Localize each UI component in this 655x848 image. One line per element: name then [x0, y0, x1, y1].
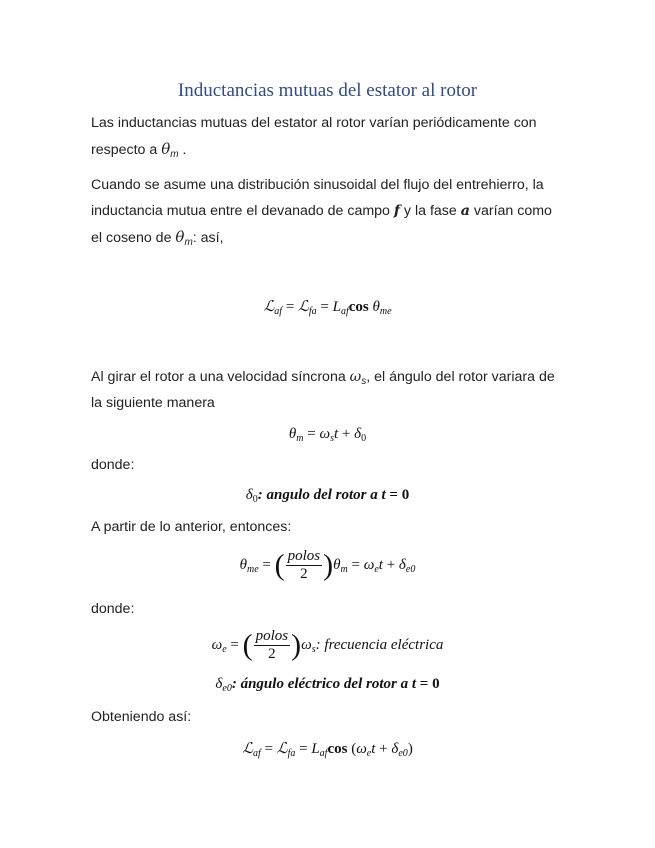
subscript: 0 [361, 433, 367, 444]
t-symbol: t [411, 676, 417, 692]
equation-delta-e0 [0, 676, 655, 693]
omega-symbol: ω [349, 369, 362, 385]
right-paren: ) [407, 741, 413, 757]
equals: = [299, 741, 308, 757]
text: , el ángulo del rotor variara de la siguiente manera [91, 369, 555, 411]
right-paren: ) [323, 548, 334, 582]
script-l-symbol: ℒ [242, 739, 253, 757]
subscript: e [222, 643, 227, 655]
subscript: e0 [398, 748, 408, 759]
theta-symbol: θ [333, 556, 341, 573]
a-symbol: a [460, 203, 470, 219]
theta-symbol: θ [175, 228, 185, 246]
delta-symbol: δ [245, 487, 253, 503]
equals: = [320, 299, 329, 315]
definition-text: : ángulo eléctrico del rotor a [231, 676, 412, 692]
paragraph-intro [91, 110, 566, 163]
subscript: e [366, 748, 372, 759]
value: 0 [432, 676, 440, 692]
fraction [254, 628, 291, 663]
equals: = [230, 636, 239, 653]
theta-symbol: θ [288, 426, 297, 442]
paragraph-donde-2: donde: [91, 601, 135, 617]
equation-final [0, 739, 655, 758]
denominator: 2 [268, 646, 276, 662]
numerator: polos [287, 548, 321, 564]
subscript: 0 [252, 494, 258, 505]
text: varían como el coseno de [91, 203, 552, 246]
omega-symbol: ω [211, 636, 223, 653]
script-l-symbol: ℒ [263, 297, 275, 315]
l-symbol: L [332, 299, 341, 315]
subscript: af [253, 748, 261, 759]
equals: = [264, 741, 273, 757]
t-symbol: t [371, 741, 376, 757]
paragraph-sinusoidal [91, 172, 566, 251]
fraction [286, 548, 323, 583]
theta-symbol: θ [239, 556, 247, 573]
left-paren: ( [351, 741, 357, 757]
l-symbol: L [311, 741, 320, 757]
numerator: polos [255, 628, 289, 644]
equals: = [389, 487, 398, 503]
equation-omega-e [0, 628, 655, 663]
equation-delta-0 [0, 487, 655, 504]
delta-symbol: δ [391, 741, 399, 757]
subscript: fa [287, 748, 296, 759]
left-paren: ( [274, 548, 285, 582]
text: . [178, 142, 187, 158]
subscript: e [374, 563, 379, 575]
equation-theta-m [0, 426, 655, 443]
equals: = [419, 676, 429, 692]
f-symbol: f [393, 203, 400, 219]
plus: + [386, 556, 396, 573]
paragraph-then: A partir de lo anterior, entonces: [91, 519, 292, 535]
equation-mutual-inductance [0, 297, 655, 316]
subscript: me [379, 306, 392, 317]
value: 0 [401, 487, 410, 503]
equals: = [285, 299, 295, 315]
t-symbol: t [378, 556, 383, 573]
subscript: m [340, 563, 348, 575]
subscript: af [340, 306, 349, 317]
paragraph-donde-1: donde: [91, 457, 135, 473]
theta-symbol: θ [372, 299, 380, 315]
subscript: e0 [405, 563, 416, 575]
delta-symbol: δ [354, 426, 362, 442]
subscript: me [247, 563, 259, 575]
delta-symbol: δ [215, 676, 223, 692]
text: Al girar el rotor a una velocidad síncrona [91, 369, 350, 385]
subscript: s [361, 376, 367, 387]
text: Cuando se asume una distribución sinusoidal del flujo del entrehierro, la inductancia mutua entre el devanado de campo [91, 177, 544, 219]
subscript: af [319, 748, 328, 759]
denominator: 2 [300, 566, 308, 582]
subscript: e0 [222, 683, 232, 694]
omega-symbol: ω [301, 636, 312, 653]
subscript: s [311, 643, 316, 655]
subscript: m [170, 149, 179, 160]
t-symbol: t [381, 487, 386, 503]
script-l-symbol: ℒ [276, 739, 288, 757]
subscript: af [274, 306, 283, 317]
section-title: Inductancias mutuas del estator al rotor [177, 80, 478, 101]
paragraph-result: Obteniendo así: [91, 709, 192, 725]
subscript: m [296, 433, 304, 444]
right-paren: ) [291, 628, 302, 662]
omega-symbol: ω [356, 741, 367, 757]
equals: = [307, 426, 316, 442]
definition-text: : frecuencia eléctrica [315, 636, 444, 653]
subscript: s [330, 433, 334, 444]
plus: + [341, 426, 351, 442]
equals: = [262, 556, 271, 573]
plus: + [379, 741, 388, 757]
t-symbol: t [333, 426, 339, 442]
subscript: fa [308, 306, 317, 317]
cos-function: cos [348, 299, 369, 315]
paragraph-rotation [91, 364, 566, 416]
omega-symbol: ω [363, 556, 375, 573]
text: y la fase [399, 203, 461, 219]
delta-symbol: δ [398, 556, 406, 573]
definition-text: : angulo del rotor a [257, 487, 382, 503]
equation-theta-me [0, 548, 655, 583]
omega-symbol: ω [319, 426, 331, 442]
text: : así, [192, 230, 224, 246]
cos-function: cos [327, 741, 348, 757]
text: Las inductancias mutuas del estator al rotor varían periódicamente con respecto a [91, 115, 537, 158]
equals: = [351, 556, 360, 573]
theta-symbol: θ [161, 140, 171, 158]
left-paren: ( [242, 628, 253, 662]
script-l-symbol: ℒ [298, 297, 309, 315]
subscript: m [184, 237, 193, 248]
